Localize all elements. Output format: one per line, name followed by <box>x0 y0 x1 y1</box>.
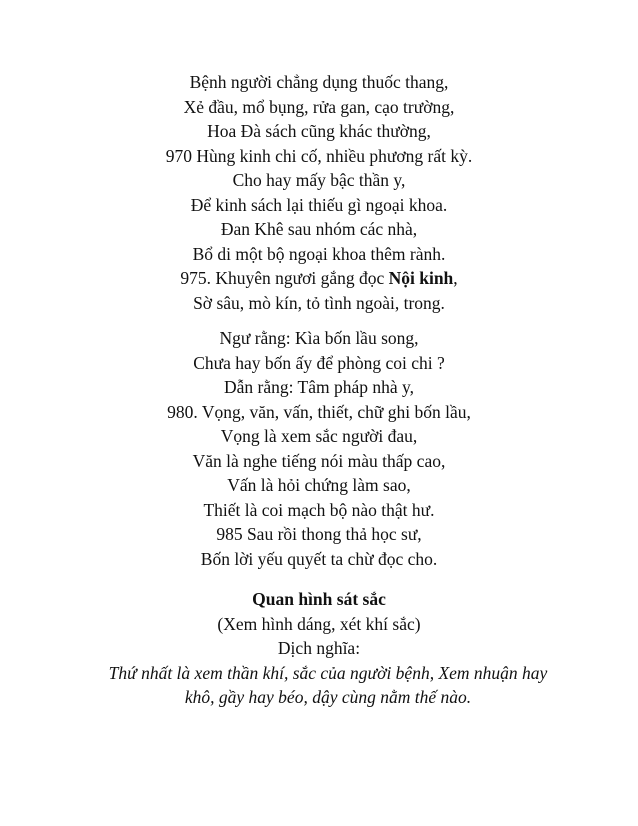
poem-stanza-2 <box>0 326 638 571</box>
section-quan-hinh-sat-sac <box>0 587 638 710</box>
verse-line: Văn là nghe tiếng nói màu thấp cao, <box>192 450 446 471</box>
translation-text: Thứ nhất là xem thần khí, sắc của người bệnh, Xem nhuận hay khô, gầy hay béo, dậy cùng nằm thế nào. <box>108 662 548 707</box>
section-heading: Quan hình sát sắc <box>252 589 386 609</box>
translation-label: Dịch nghĩa: <box>277 638 361 658</box>
verse-line: Bốn lời yếu quyết ta chừ đọc cho. <box>200 548 438 569</box>
book-title-noi-kinh: Nội kinh <box>388 268 454 288</box>
verse-line-suffix: , <box>453 268 458 288</box>
verse-line: 970 Hùng kinh chi cố, nhiều phương rất kỳ. <box>165 145 473 166</box>
verse-line: Chưa hay bốn ấy để phòng coi chi ? <box>193 352 445 373</box>
verse-line: Vấn là hỏi chứng làm sao, <box>227 475 411 495</box>
verse-line: Dẫn rằng: Tâm pháp nhà y, <box>223 377 414 397</box>
verse-line: Ngư rằng: Kìa bốn lầu song, <box>219 328 419 348</box>
verse-line: Cho hay mấy bậc thần y, <box>232 170 406 190</box>
verse-line: Hoa Đà sách cũng khác thường, <box>207 121 431 141</box>
verse-line: Để kinh sách lại thiếu gì ngoại khoa. <box>190 194 448 215</box>
verse-line-prefix: 975. Khuyên ngươi gắng đọc <box>180 268 389 288</box>
verse-line: Bệnh người chẳng dụng thuốc thang, <box>189 72 449 92</box>
verse-line: Thiết là coi mạch bộ nào thật hư. <box>203 499 435 520</box>
verse-line: 985 Sau rồi thong thả học sư, <box>216 524 422 544</box>
verse-line: Đan Khê sau nhóm các nhà, <box>220 219 418 239</box>
verse-line: 980. Vọng, văn, vấn, thiết, chữ ghi bốn lầu, <box>167 401 471 422</box>
poem-stanza-1 <box>0 70 638 315</box>
section-subtitle: (Xem hình dáng, xét khí sắc) <box>217 613 421 634</box>
verse-line: Vọng là xem sắc người đau, <box>220 426 418 446</box>
verse-line: Xẻ đầu, mổ bụng, rửa gan, cạo trường, <box>183 96 455 117</box>
verse-line: Sờ sâu, mò kín, tỏ tình ngoài, trong. <box>193 292 445 313</box>
verse-line: Bổ di một bộ ngoại khoa thêm rành. <box>192 243 446 264</box>
verse-line <box>0 266 638 291</box>
